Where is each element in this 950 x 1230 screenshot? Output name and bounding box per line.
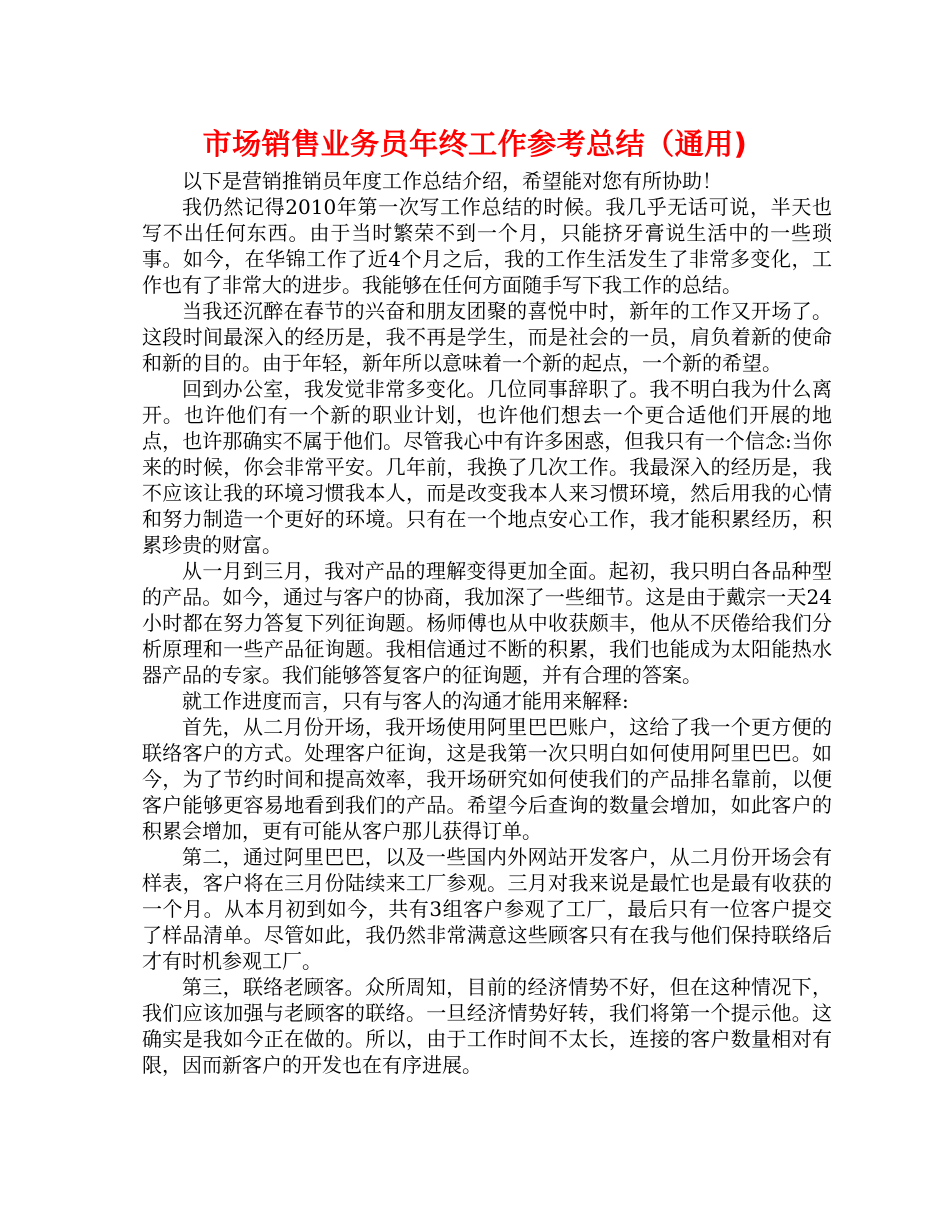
document-body xyxy=(142,168,832,1078)
paragraph-intro: 以下是营销推销员年度工作总结介绍，希望能对您有所协助！ xyxy=(182,169,722,193)
paragraph-progress-intro: 就工作进度而言，只有与客人的沟通才能用来解释: xyxy=(182,689,629,713)
paragraph-product-knowledge: 从一月到三月，我对产品的理解变得更加全面。起初，我只明白各品种型的产品。如今，通过与客户的协商，我加深了一些细节。这是由于戴宗一天24小时都在努力答复下列征询题。杨师傅也从中收获颇丰，他从不厌倦给我们分析原理和一些产品征询题。我相信通过不断的积累，我们也能成为太阳能热水器产品的专家。我们能够答复客户的征询题，并有合理的答案。 xyxy=(142,559,832,687)
paragraph-office-changes: 回到办公室，我发觉非常多变化。几位同事辞职了。我不明白我为什么离开。也许他们有一个新的职业计划，也许他们想去一个更合适他们开展的地点，也许那确实不属于他们。尽管我心中有许多困惑，但我只有一个信念:当你来的时候，你会非常平安。几年前，我换了几次工作。我最深入的经历是，我不应该让我的环境习惯我本人，而是改变我本人来习惯环境，然后用我的心情和努力制造一个更好的环境。只有在一个地点安心工作，我才能积累经历，积累珍贵的财富。 xyxy=(142,377,832,557)
paragraph-second-point: 第二，通过阿里巴巴，以及一些国内外网站开发客户，从二月份开场会有样表，客户将在三月份陆续来工厂参观。三月对我来说是最忙也是最有收获的一个月。从本月初到如今，共有3组客户参观了工厂，最后只有一位客户提交了样品清单。尽管如此，我仍然非常满意这些顾客只有在我与他们保持联络后才有时机参观工厂。 xyxy=(142,845,832,973)
paragraph-first-point: 首先，从二月份开场，我开场使用阿里巴巴账户，这给了我一个更方便的联络客户的方式。处理客户征询，这是我第一次只明白如何使用阿里巴巴。如今，为了节约时间和提高效率，我开场研究如何使我们的产品排名靠前，以便客户能够更容易地看到我们的产品。希望今后查询的数量会增加，如此客户的积累会增加，更有可能从客户那儿获得订单。 xyxy=(142,715,832,843)
paragraph-third-point: 第三，联络老顾客。众所周知，目前的经济情势不好，但在这种情况下，我们应该加强与老顾客的联络。一旦经济情势好转，我们将第一个提示他。这确实是我如今正在做的。所以，由于工作时间不太长，连接的客户数量相对有限，因而新客户的开发也在有序进展。 xyxy=(142,975,832,1077)
paragraph-new-year: 当我还沉醉在春节的兴奋和朋友团聚的喜悦中时，新年的工作又开场了。这段时间最深入的经历是，我不再是学生，而是社会的一员，肩负着新的使命和新的目的。由于年轻，新年所以意味着一个新的起点，一个新的希望。 xyxy=(142,299,832,375)
document-title: 市场销售业务员年终工作参考总结（通用) xyxy=(202,127,748,161)
paragraph-first-summary: 我仍然记得2010年第一次写工作总结的时候。我几乎无话可说，半天也写不出任何东西。由于当时繁荣不到一个月，只能挤牙膏说生活中的一些琐事。如今，在华锦工作了近4个月之后，我的工作生活发生了非常多变化，工作也有了非常大的进步。我能够在任何方面随手写下我工作的总结。 xyxy=(142,195,832,297)
